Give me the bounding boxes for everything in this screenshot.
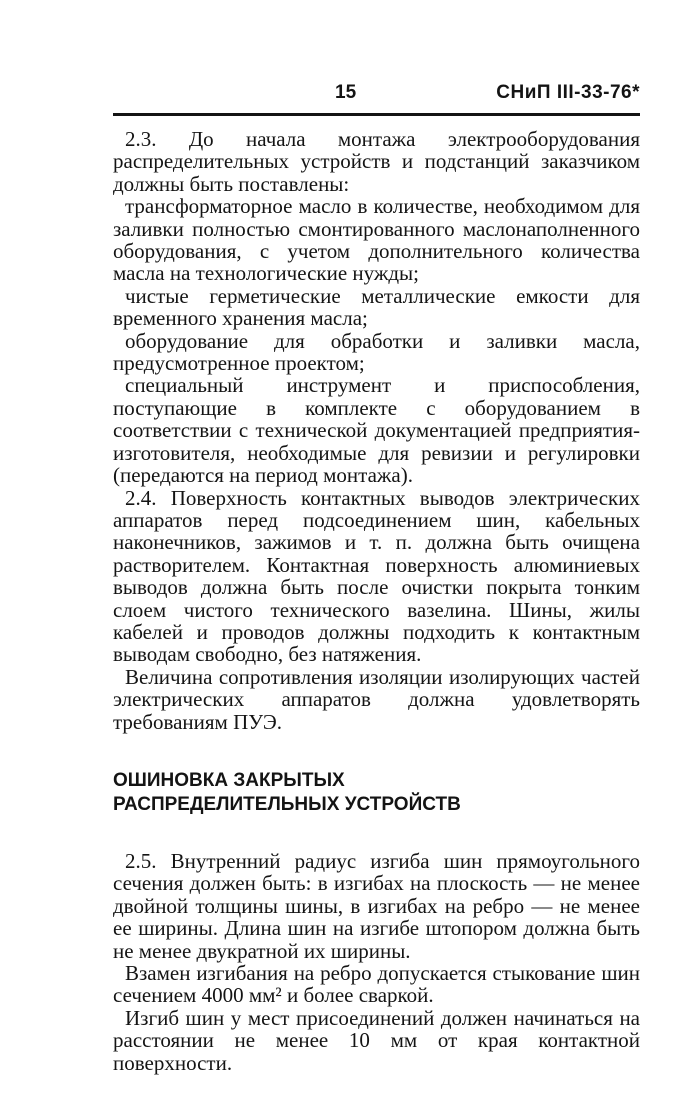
- list-item-containers: чистые герметические металлические емкости для временного хранения масла;: [113, 283, 640, 331]
- section-heading-line-1: ОШИНОВКА ЗАКРЫТЫХ: [113, 769, 345, 791]
- list-item-oil: трансформаторное масло в количестве, необходимом для заливки полностью смонтированного маслонаполненного оборудования, с учетом дополнительного количества масла на технологические нужды;: [113, 194, 640, 286]
- paragraph-2-3: 2.3. До начала монтажа электрооборудования распределительных устройств и подстанций заказчиком должны быть поставлены:: [113, 127, 640, 196]
- page-number: 15: [335, 82, 357, 103]
- page-body: [113, 128, 640, 1074]
- page-header: [113, 82, 640, 112]
- section-heading-line-2: РАСПРЕДЕЛИТЕЛЬНЫХ УСТРОЙСТВ: [113, 793, 461, 815]
- paragraph-welding: Взамен изгибания на ребро допускается стыкование шин сечением 4000 мм² и более сваркой.: [113, 961, 640, 1008]
- document-code: СНиП III-33-76*: [496, 82, 640, 103]
- paragraph-2-5: 2.5. Внутренний радиус изгиба шин прямоугольного сечения должен быть: в изгибах на плоскость — не менее двойной толщины шины, в изгибах на ребро — не менее ее ширины. Длина шин на изгибе штопором должна быть не менее двукратной их ширины.: [113, 848, 640, 963]
- paragraph-insulation: Величина сопротивления изоляции изолирующих частей электрических аппаратов должна удовлетворять требованиям ПУЭ.: [113, 664, 640, 734]
- paragraph-bend-distance: Изгиб шин у мест присоединений должен начинаться на расстоянии не менее 10 мм от края контактной поверхности.: [113, 1005, 640, 1075]
- list-item-tools: специальный инструмент и приспособления, поступающие в комплекте с оборудованием в соответствии с технической документацией предприятия-изготовителя, необходимые для ревизии и регулировки (передаются на период монтажа).: [113, 373, 640, 488]
- paragraph-2-4: 2.4. Поверхность контактных выводов электрических аппаратов перед подсоединением шин, кабельных наконечников, зажимов и т. п. должна быть очищена растворителем. Контактная поверхность алюминиевых выводов должна быть после очистки покрыта тонким слоем чистого технического вазелина. Шины, жилы кабелей и проводов должны подходить к контактным выводам свободно, без натяжения.: [113, 485, 640, 667]
- list-item-equipment: оборудование для обработки и заливки масла, предусмотренное проектом;: [113, 328, 640, 376]
- section-heading: [113, 769, 640, 817]
- header-rule: [113, 113, 640, 116]
